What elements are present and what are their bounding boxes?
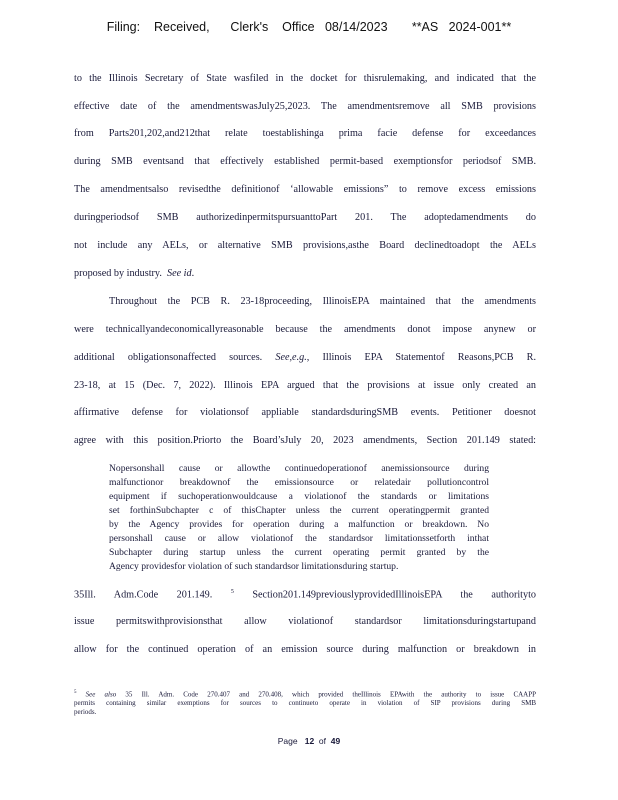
citation-signal: See id (167, 268, 192, 279)
body-line: from Parts201,202,and212that relate toestablishinga prima facie defense for exceedances (74, 128, 536, 139)
page-label: Page (277, 736, 298, 746)
citation-signal: See,e.g., (275, 352, 310, 363)
body-line: duringperiodsof SMB authorizedinpermitspursuanttoPart 201. The adoptedamendments do (74, 212, 536, 223)
body-line: not include any AELs, or alternative SMB provisions,asthe Board declinedtoadopt the AELs (74, 240, 536, 251)
footnote-line: permits containing similar exemptions for sources to continueto operate in violation of SIP provisions during SMB (74, 699, 536, 707)
body-line: were technicallyandeconomicallyreasonable because the amendments donot impose anynew or (74, 324, 536, 335)
quote-line: personshall cause or allow violationof the standardsor limitationssetforth inthat (109, 533, 489, 544)
body-line: The amendmentsalso revisedthe definitionof ‘allowable emissions” to remove excess emissions (74, 184, 536, 195)
body-text: proposed by industry. (74, 268, 162, 279)
body-line: to the Illinois Secretary of State wasfiled in the docket for thisrulemaking, and indicated that the (74, 73, 536, 84)
citation-signal: See also (85, 690, 117, 699)
body-line: effective date of the amendmentswasJuly25,2023. The amendmentsremove all SMB provisions (74, 101, 536, 112)
footnote-line: periods. (74, 708, 97, 716)
quote-line: by the Agency provides for operation during a malfunction or breakdown. No (109, 519, 489, 530)
body-text: 35Ill. Adm.Code 201.149. (74, 589, 213, 601)
body-line (74, 268, 536, 279)
body-line (74, 589, 536, 600)
quote-line: Subchapter during startup unless the current operating permit granted by the (109, 547, 489, 558)
footnote-reference[interactable]: 5 (230, 589, 234, 595)
current-page: 12 (304, 736, 315, 746)
body-line: during SMB eventsand that effectively established permit-based exemptionsfor periodsof SMB. (74, 156, 536, 167)
quote-line: malfunctionor breakdownof the emissionsource or relatedair pollutioncontrol (109, 477, 489, 488)
footnote-text: 35 Ill. Adm. Code 270.407 and 270.408, which provided theIllinois EPAwith the authority to issue CAAPP (125, 690, 537, 699)
body-line: agree with this position.Priorto the Board’sJuly 20, 2023 amendments, Section 201.149 stated: (74, 435, 536, 446)
body-text: Illinois EPA Statementof Reasons,PCB R. (322, 352, 537, 363)
body-line: issue permitswithprovisionsthat allow violationof standardsor limitationsduringstartupand (74, 616, 536, 627)
footnote-line (74, 690, 536, 698)
quote-line: set forthinSubchapter c of thisChapter unless the current operatingpermit granted (109, 505, 489, 516)
body-text: additional obligationsonaffected sources. (74, 352, 263, 363)
page-number (0, 736, 618, 746)
body-line: Throughout the PCB R. 23-18proceeding, IllinoisEPA maintained that the amendments (109, 296, 536, 307)
filing-header: Filing: Received, Clerk's Office 08/14/2023 **AS 2024-001** (106, 20, 512, 34)
quote-line: Agency providesfor violation of such standardsor limitationsduring startup. (109, 561, 399, 572)
body-line: affirmative defense for violationsof appliable standardsduringSMB events. Petitioner doesnot (74, 407, 536, 418)
page-of-label: of (318, 736, 327, 746)
body-text: Section201.149previouslyprovidedIllinoisEPA the authorityto (252, 589, 537, 601)
total-pages: 49 (330, 736, 341, 746)
body-text: . (191, 268, 195, 279)
body-line: allow for the continued operation of an emission source during malfunction or breakdown in (74, 644, 536, 655)
quote-line: equipment if suchoperationwouldcause a violationof the standards or limitations (109, 491, 489, 502)
footnote-marker: 5 (74, 690, 77, 695)
body-line: 23-18, at 15 (Dec. 7, 2022). Illinois EPA argued that the provisions at issue only created an (74, 380, 536, 391)
body-line (74, 352, 536, 363)
quote-line: Nopersonshall cause or allowthe continuedoperationof anemissionsource during (109, 463, 489, 474)
